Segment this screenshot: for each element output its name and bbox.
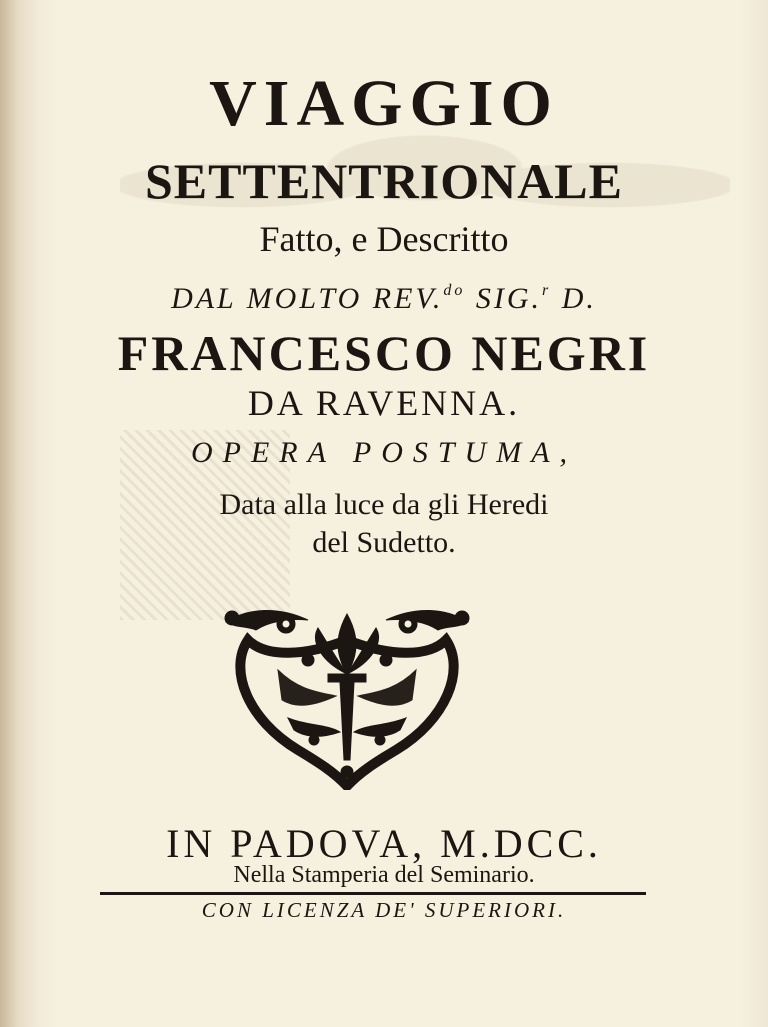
author-origin: DA RAVENNA.	[247, 383, 521, 423]
title-line-2: SETTENTRIONALE	[144, 153, 624, 209]
subtitle-line: Fatto, e Descritto	[259, 219, 509, 259]
work-type: OPERA POSTUMA,	[190, 436, 578, 469]
imprint-line: IN PADOVA, M.DCC.	[166, 821, 602, 866]
license-line: CON LICENZA DE' SUPERIORI.	[201, 898, 567, 922]
publication-note-2: del Sudetto.	[312, 526, 456, 559]
divider-rule	[100, 892, 646, 895]
author-prefix: DAL MOLTO REV.$^{do}$ SIG.$^r$ D.	[171, 282, 597, 315]
fleur-de-lis-ornament	[218, 600, 476, 790]
printer-line: Nella Stamperia del Seminario.	[233, 862, 535, 888]
title-line-1: VIAGGIO	[209, 67, 559, 140]
author-name: FRANCESCO NEGRI	[117, 325, 651, 381]
publication-note-1: Data alla luce da gli Heredi	[219, 488, 549, 521]
